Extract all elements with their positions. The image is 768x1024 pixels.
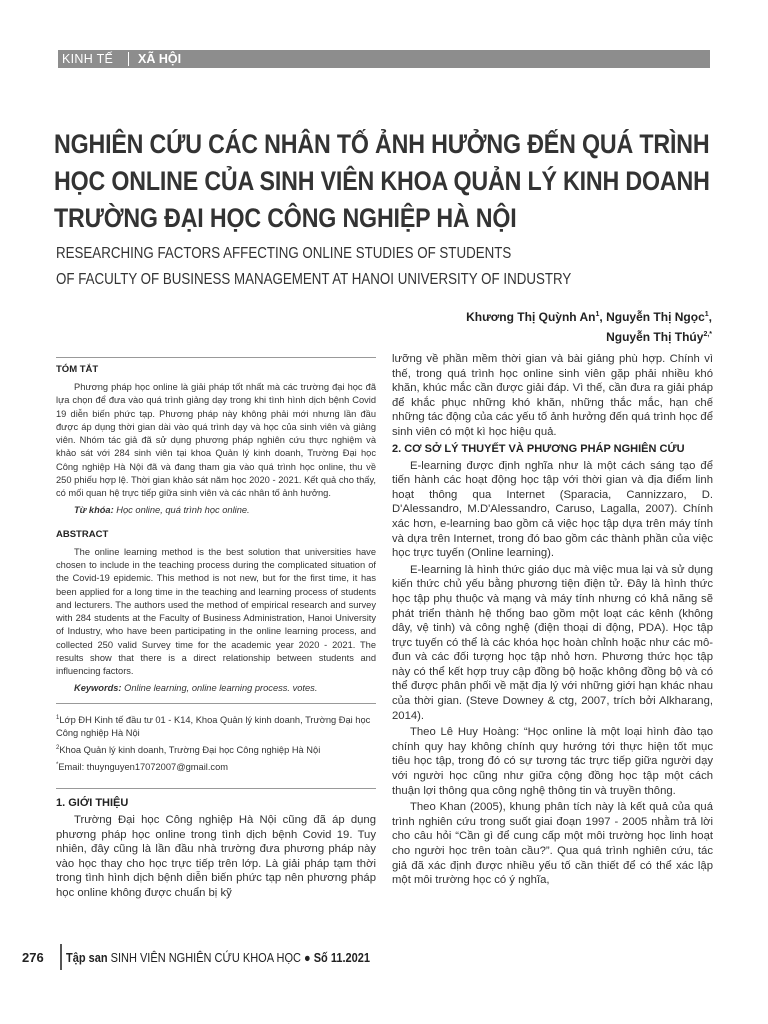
author-affiliation-mark: 2,* <box>703 331 712 338</box>
keywords-en-label: Keywords: <box>74 682 122 693</box>
footer-divider <box>60 944 62 970</box>
section-divider <box>128 52 129 66</box>
body-paragraph: lưỡng về phần mềm thời gian và bài giảng phù hợp. Chính vì thế, trong quá trình học online sinh viên gặp phải nhiều khó khăn, khúc mắc cần được giải đáp. Vì thế, cần đưa ra giải pháp để khắc phục những khó khăn, những thắc mắc, hạn chế những tác động của các yếu tố ảnh hưởng đến quá trình học để sinh viên có một kì học hiệu quả. <box>392 353 713 438</box>
title-line: NGHIÊN CỨU CÁC NHÂN TỐ ẢNH HƯỞNG ĐẾN QUÁ TRÌNH <box>54 129 710 159</box>
footnote-text: Email: thuynguyen17072007@gmail.com <box>58 761 228 772</box>
journal-name: SINH VIÊN NGHIÊN CỨU KHOA HỌC ● <box>107 951 314 965</box>
author-list <box>466 306 712 346</box>
abstract-en-text: The online learning method is the best solution that universities have chosen to include in the teaching process during the complicated situation of the Covid-19 epidemic. This method is not new, but for the first time, it has been applied for a long time in the teaching and learning process of students and lecturers. The authors used the method of empirical research and survey with 284 students at the Faculty of Business Administration, Hanoi University of Industry, who have been participating in the online learning process, and collected 250 valid Survey time for the academic year 2020 - 2021. The results show that there is a direct relationship between students and influencing factors. <box>56 546 376 677</box>
title-line: HỌC ONLINE CỦA SINH VIÊN KHOA QUẢN LÝ KINH DOANH <box>54 166 710 196</box>
author-affiliation-mark: 1 <box>595 311 600 318</box>
author-name: Nguyễn Thị Ngọc <box>606 310 705 324</box>
body-paragraph: Theo Khan (2005), khung phân tích này là kết quả của quá trình nghiên cứu trong suốt giai đoạn 1997 - 2005 nhằm trả lời cho câu hỏi “Cần gì để cung cấp một môi trường học linh hoạt cho người học trên toàn cầu?”. Qua quá trình nghiên cứu, tác giả đã xác định được nhiều yếu tố cần thiết để có thể xác lập một môi trường học có ý nghĩa, <box>392 801 713 887</box>
body-paragraph: Theo Lê Huy Hoàng: “Học online là một loại hình đào tạo chính quy hay không chính quy hướng tới thực hiện tốt mục tiêu học tập, trong đó có sự tương tác trực tiếp giữa người dạy với người học cũng như giữa cộng đồng học tập một cách thuận lợi thông qua công nghệ thông tin và truyền thông. <box>392 726 713 797</box>
footnote-text: Khoa Quản lý kinh doanh, Trường Đại học Công nghiệp Hà Nội <box>59 744 321 755</box>
keywords-vi <box>74 505 376 515</box>
author-name: Nguyễn Thị Thúy <box>606 330 704 344</box>
footnote-mark: * <box>56 761 59 768</box>
section-label-economy: KINH TẾ <box>62 52 114 66</box>
author-separator: , <box>708 310 712 324</box>
author-separator: , <box>599 310 607 324</box>
abstract-top-rule <box>56 357 376 358</box>
abstract-en-heading: ABSTRACT <box>56 528 109 540</box>
footnote-text: Lớp ĐH Kinh tế đầu tư 01 - K14, Khoa Quản lý kinh doanh, Trường Đại học Công nghiệp Hà Nội <box>56 714 371 738</box>
footnote-rule <box>56 703 376 704</box>
intro-paragraph: Trường Đại học Công nghiệp Hà Nội cũng đã áp dụng phương pháp học online trong tình dịch bệnh Covid 19. Tuy nhiên, đây cũng là lần đầu nhà trường đưa phương pháp này vào học thay cho học trực tiếp trên lớp. Là giải pháp tạm thời trong tình hình dịch bệnh diễn biến phức tạp nên phương pháp học online không được chuẩn bị kỹ <box>56 813 376 899</box>
section-2-heading: 2. CƠ SỞ LÝ THUYẾT VÀ PHƯƠNG PHÁP NGHIÊN CỨU <box>392 442 685 455</box>
article-title <box>54 126 716 237</box>
title-line: TRƯỜNG ĐẠI HỌC CÔNG NGHIỆP HÀ NỘI <box>54 203 517 233</box>
author-affiliation-mark: 1 <box>704 311 709 318</box>
left-column <box>56 364 376 900</box>
footnote <box>56 759 376 774</box>
intro-top-rule <box>56 788 376 789</box>
journal-prefix: Tập san <box>66 951 108 965</box>
article-subtitle <box>56 241 571 293</box>
body-paragraph: E-learning là hình thức giáo dục mà việc mua lại và sử dụng kiến thức chủ yếu bằng phương tiện điện tử. Đây là hình thức học tập phụ thuộc và mạng và máy tính nhưng có khả năng sẽ phát triển thành hệ thống bao gồm một loạt các kênh (không dây, vệ tinh) và công nghệ (điện thoại di động, PDA). Học tập trực tuyến có thể là các khóa học hoàn chỉnh hoặc như các mô-đun và các đối tượng học tập nhỏ hơn. Phương thức học tập này có thể kết hợp truy cập đồng bộ hoặc không đồng bộ và có thể được phân phối về mặt địa lý với những giới hạn khác nhau của thời gian. (Steve Downey & ctg, 2007, trích bởi Alkharang, 2014). <box>392 563 713 722</box>
abstract-vi-text: Phương pháp học online là giải pháp tốt nhất mà các trường đại học đã lựa chọn để đưa vào quá trình giảng dạy trong khi tình hình dịch bệnh Covid 19 diễn biến phức tạp. Phương pháp này không phải mới nhưng lần đầu được áp dụng thời gian dài vào quá trình dạy và học của sinh viên và giảng viên. Nhóm tác giả đã sử dụng phương pháp nghiên cứu thực nghiệm và khảo sát với 284 sinh viên tại khoa Quản lý kinh doanh, Trường Đại học Công nghiệp Hà Nội đã và đang tham gia vào quá trình học online, thu về 250 phiếu hợp lệ. Thời gian khảo sát năm học 2020 - 2021. Kết quả cho thấy, có mối quan hệ trực tiếp giữa sinh viên và các nhân tố ảnh hưởng. <box>56 382 376 499</box>
subtitle-line: OF FACULTY OF BUSINESS MANAGEMENT AT HANOI UNIVERSITY OF INDUSTRY <box>56 271 572 288</box>
footnote <box>56 742 376 757</box>
keywords-en-text: Online learning, online learning process. votes. <box>121 682 318 693</box>
journal-issue: Số 11.2021 <box>313 951 370 965</box>
body-paragraph: E-learning được định nghĩa như là một cách sáng tạo để tiến hành các hoạt động học tập với thời gian và địa điểm linh hoạt thông qua Internet (Sparacia, Cannizzaro, D. D'Alessandro, M.D'Alessandro, Caruso, Lagalla, 2007). Chính xác hơn, e-learning bao gồm cả việc học tập dựa trên máy tính và dựa trên Internet, trong đó bao gồm các thành phần của việc học trực tuyến (Online learning). <box>392 459 713 560</box>
page-number: 276 <box>22 950 44 965</box>
footnote-mark: 2 <box>56 744 60 751</box>
keywords-vi-label: Từ khóa: <box>74 504 114 515</box>
keywords-en <box>74 683 376 693</box>
section-header-bar <box>58 50 710 68</box>
author-name: Khương Thị Quỳnh An <box>466 310 596 324</box>
keywords-vi-text: Học online, quá trình học online. <box>113 504 250 515</box>
footnote <box>56 712 376 740</box>
section-label-society: XÃ HỘI <box>138 52 182 66</box>
intro-heading: 1. GIỚI THIỆU <box>56 796 129 809</box>
right-column <box>392 352 713 888</box>
journal-footer <box>66 951 370 965</box>
subtitle-line: RESEARCHING FACTORS AFFECTING ONLINE STUDIES OF STUDENTS <box>56 245 512 262</box>
footnote-mark: 1 <box>56 714 60 721</box>
abstract-vi-heading: TÓM TẮT <box>56 364 99 375</box>
